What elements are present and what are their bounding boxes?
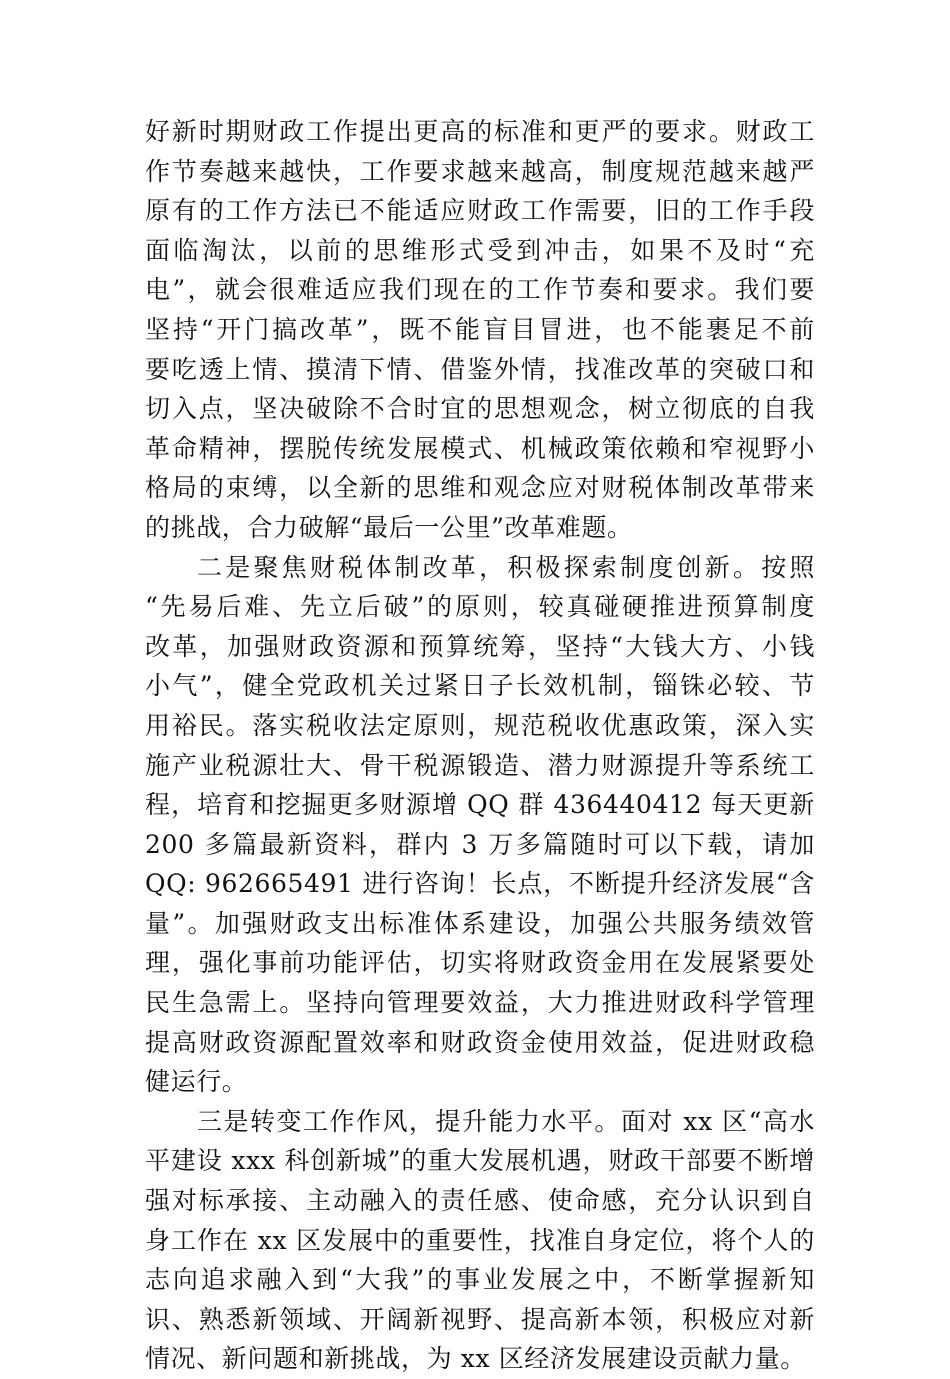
- text-line: 用裕民。落实税收法定原则，规范税收优惠政策，深入实: [145, 710, 815, 740]
- text-line: 平建设 xxx 科创新城”的重大发展机遇，财政干部要不断增: [145, 1146, 815, 1176]
- text-line: 健运行。: [145, 1067, 248, 1097]
- text-line: 强对标承接、主动融入的责任感、使命感，充分认识到自: [145, 1186, 815, 1216]
- text-line: 小气”，健全党政机关过紧日子长效机制，锱铢必较、节: [145, 671, 815, 701]
- text-line: 二是聚焦财税体制改革，积极探索制度创新。按照: [197, 552, 815, 582]
- text-line: 要吃透上情、摸清下情、借鉴外情，找准改革的突破口和: [145, 354, 815, 384]
- text-line: 施产业税源壮大、骨干税源锻造、潜力财源提升等系统工: [145, 750, 815, 780]
- text-line: 量”。加强财政支出标准体系建设，加强公共服务绩效管: [145, 908, 815, 938]
- text-line: 提高财政资源配置效率和财政资金使用效益，促进财政稳: [145, 1027, 815, 1057]
- text-line: 三是转变工作作风，提升能力水平。面对 xx 区“高水: [197, 1106, 815, 1136]
- text-line: 原有的工作方法已不能适应财政工作需要，旧的工作手段: [145, 196, 815, 226]
- text-line: 志向追求融入到“大我”的事业发展之中，不断掌握新知: [145, 1265, 815, 1295]
- text-line: 格局的束缚，以全新的思维和观念应对财税体制改革带来: [145, 473, 815, 503]
- text-line: 坚持“开门搞改革”，既不能盲目冒进，也不能裹足不前: [145, 314, 815, 344]
- text-line: 识、熟悉新领域、开阔新视野、提高新本领，积极应对新: [145, 1304, 815, 1334]
- text-line: 理，强化事前功能评估，切实将财政资金用在发展紧要处: [145, 948, 815, 978]
- text-line: QQ: 962665491 进行咨询！长点，不断提升经济发展“含: [145, 869, 815, 899]
- text-line: 身工作在 xx 区发展中的重要性，找准自身定位，将个人的: [145, 1225, 815, 1255]
- text-line: 电”，就会很难适应我们现在的工作节奏和要求。我们要: [145, 275, 815, 305]
- text-line: 改革，加强财政资源和预算统筹，坚持“大钱大方、小钱: [145, 631, 815, 661]
- text-line: “先易后难、先立后破”的原则，较真碰硬推进预算制度: [145, 592, 815, 622]
- text-line: 好新时期财政工作提出更高的标准和更严的要求。财政工: [145, 117, 815, 146]
- text-line: 200 多篇最新资料，群内 3 万多篇随时可以下载，请加: [145, 829, 815, 859]
- text-line: 程，培育和挖掘更多财源增 QQ 群 436440412 每天更新: [145, 790, 815, 820]
- text-line: 情况、新问题和新挑战，为 xx 区经济发展建设贡献力量。: [145, 1344, 806, 1374]
- text-line: 面临淘汰，以前的思维形式受到冲击，如果不及时“充: [145, 235, 815, 265]
- text-line: 民生急需上。坚持向管理要效益，大力推进财政科学管理: [145, 988, 815, 1018]
- text-line: 切入点，坚决破除不合时宜的思想观念，树立彻底的自我: [145, 394, 815, 424]
- text-line: 革命精神，摆脱传统发展模式、机械政策依赖和窄视野小: [145, 433, 815, 463]
- text-line: 的挑战，合力破解“最后一公里”改革难题。: [145, 512, 633, 542]
- text-line: 作节奏越来越快，工作要求越来越高，制度规范越来越严: [145, 156, 815, 186]
- document-body: [145, 112, 815, 1379]
